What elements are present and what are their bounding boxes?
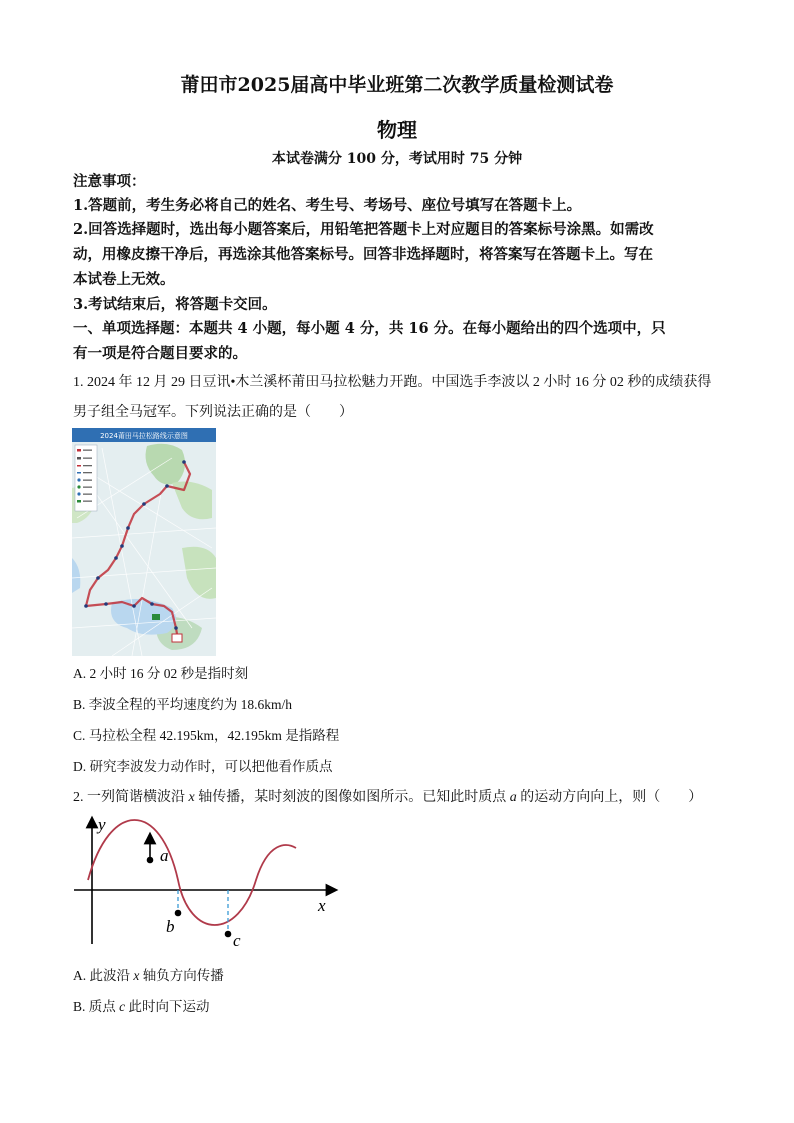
point-a-label: a	[160, 846, 169, 865]
point-c-label: c	[233, 931, 241, 950]
q1-stem-line-2: 男子组全马冠军。下列说法正确的是（ ）	[73, 405, 353, 420]
q2-option-a[interactable]: A. 此波沿 x 轴负方向传播	[73, 968, 224, 983]
q1-option-c[interactable]: C. 马拉松全程 42.195km，42.195km 是指路程	[73, 728, 340, 743]
map-title: 2024莆田马拉松路线示意图	[100, 432, 188, 440]
notice-item-1: 1.答题前，考生务必将自己的姓名、考生号、考场号、座位号填写在答题卡上。	[73, 197, 582, 214]
section-1-heading-line-1: 一、单项选择题：本题共 4 小题，每小题 4 分，共 16 分。在每小题给出的四个选项中，只	[73, 320, 666, 337]
notice-item-2-line-3: 本试卷上无效。	[73, 271, 175, 288]
point-b-label: b	[166, 917, 175, 936]
notice-item-2-line-1: 2.回答选择题时，选出每小题答案后，用铅笔把答题卡上对应题目的答案标号涂黑。如需改	[73, 221, 654, 238]
q2-option-b[interactable]: B. 质点 c 此时向下运动	[73, 999, 210, 1014]
notice-item-2-line-2: 动，用橡皮擦干净后，再选涂其他答案标号。回答非选择题时，将答案写在答题卡上。写在	[73, 246, 653, 263]
y-axis-label: y	[98, 815, 106, 834]
notice-item-3: 3.考试结束后，将答题卡交回。	[73, 296, 277, 313]
q2-stem: 2. 一列简谐横波沿 x 轴传播，某时刻波的图像如图所示。已知此时质点 a 的运动方向向上，则（ ）	[73, 790, 703, 805]
subject-title: 物理	[377, 118, 417, 142]
q1-option-b[interactable]: B. 李波全程的平均速度约为 18.6km/h	[73, 697, 293, 712]
x-axis-label: x	[318, 896, 326, 915]
point-b	[175, 910, 182, 917]
q1-stem-line-1: 1. 2024 年 12 月 29 日豆讯•木兰溪杯莆田马拉松魅力开跑。中国选手李波以 2 小时 16 分 02 秒的成绩获得	[73, 375, 712, 390]
q1-option-a[interactable]: A. 2 小时 16 分 02 秒是指时刻	[73, 666, 249, 681]
marathon-route-map	[72, 428, 216, 656]
section-1-heading-line-2: 有一项是符合题目要求的。	[73, 345, 247, 362]
notice-heading: 注意事项：	[73, 173, 146, 190]
wave-graph	[70, 812, 340, 952]
exam-title: 莆田市2025届高中毕业班第二次教学质量检测试卷	[180, 74, 614, 96]
score-time-line: 本试卷满分 100 分，考试用时 75 分钟	[271, 151, 523, 167]
point-c	[225, 931, 232, 938]
q1-option-d[interactable]: D. 研究李波发力动作时，可以把他看作质点	[73, 759, 333, 774]
wave-curve	[88, 820, 296, 925]
